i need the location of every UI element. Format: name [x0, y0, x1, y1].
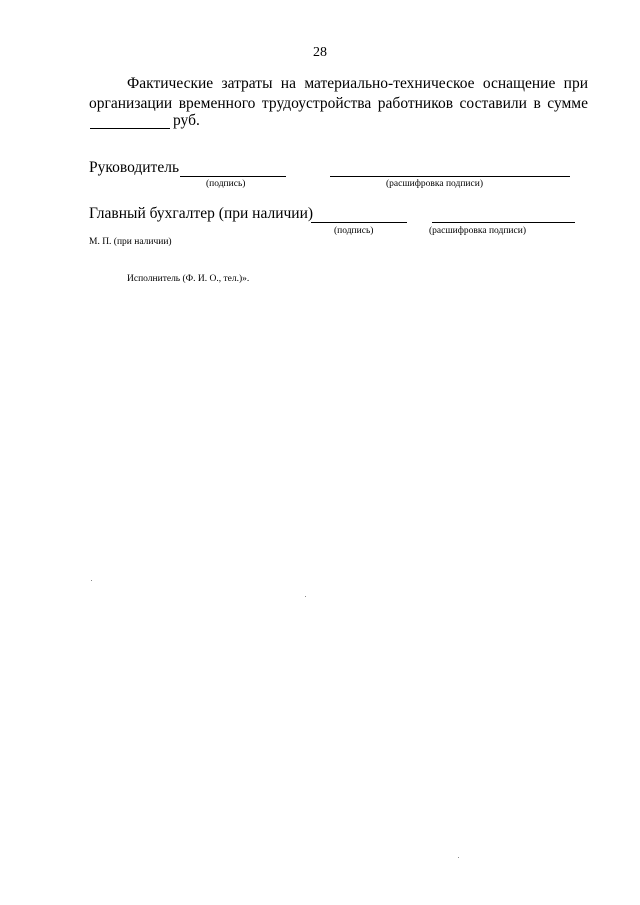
paragraph-line-1: Фактические затраты на материально-техническое оснащение при — [127, 75, 588, 92]
scan-speck — [305, 596, 306, 597]
scan-speck — [91, 580, 92, 581]
director-decryption-line — [330, 176, 570, 177]
chief-accountant-signature-line — [311, 222, 407, 223]
page-number: 28 — [313, 45, 327, 60]
chief-accountant-decryption-line — [432, 222, 575, 223]
paragraph-line-2: организации временного трудоустройства работников составили в сумме — [89, 95, 588, 112]
director-decryption-caption: (расшифровка подписи) — [386, 179, 483, 189]
amount-blank-line — [90, 128, 170, 129]
scan-speck — [458, 857, 459, 858]
director-signature-line — [180, 176, 286, 177]
director-signature-caption: (подпись) — [206, 179, 246, 189]
executor-note: Исполнитель (Ф. И. О., тел.)». — [127, 274, 250, 284]
chief-accountant-signature-caption: (подпись) — [334, 226, 374, 236]
director-label: Руководитель — [89, 159, 180, 176]
chief-accountant-label: Главный бухгалтер (при наличии) — [89, 205, 314, 222]
chief-accountant-decryption-caption: (расшифровка подписи) — [429, 226, 526, 236]
seal-note: М. П. (при наличии) — [89, 237, 172, 247]
amount-unit: руб. — [173, 112, 200, 129]
